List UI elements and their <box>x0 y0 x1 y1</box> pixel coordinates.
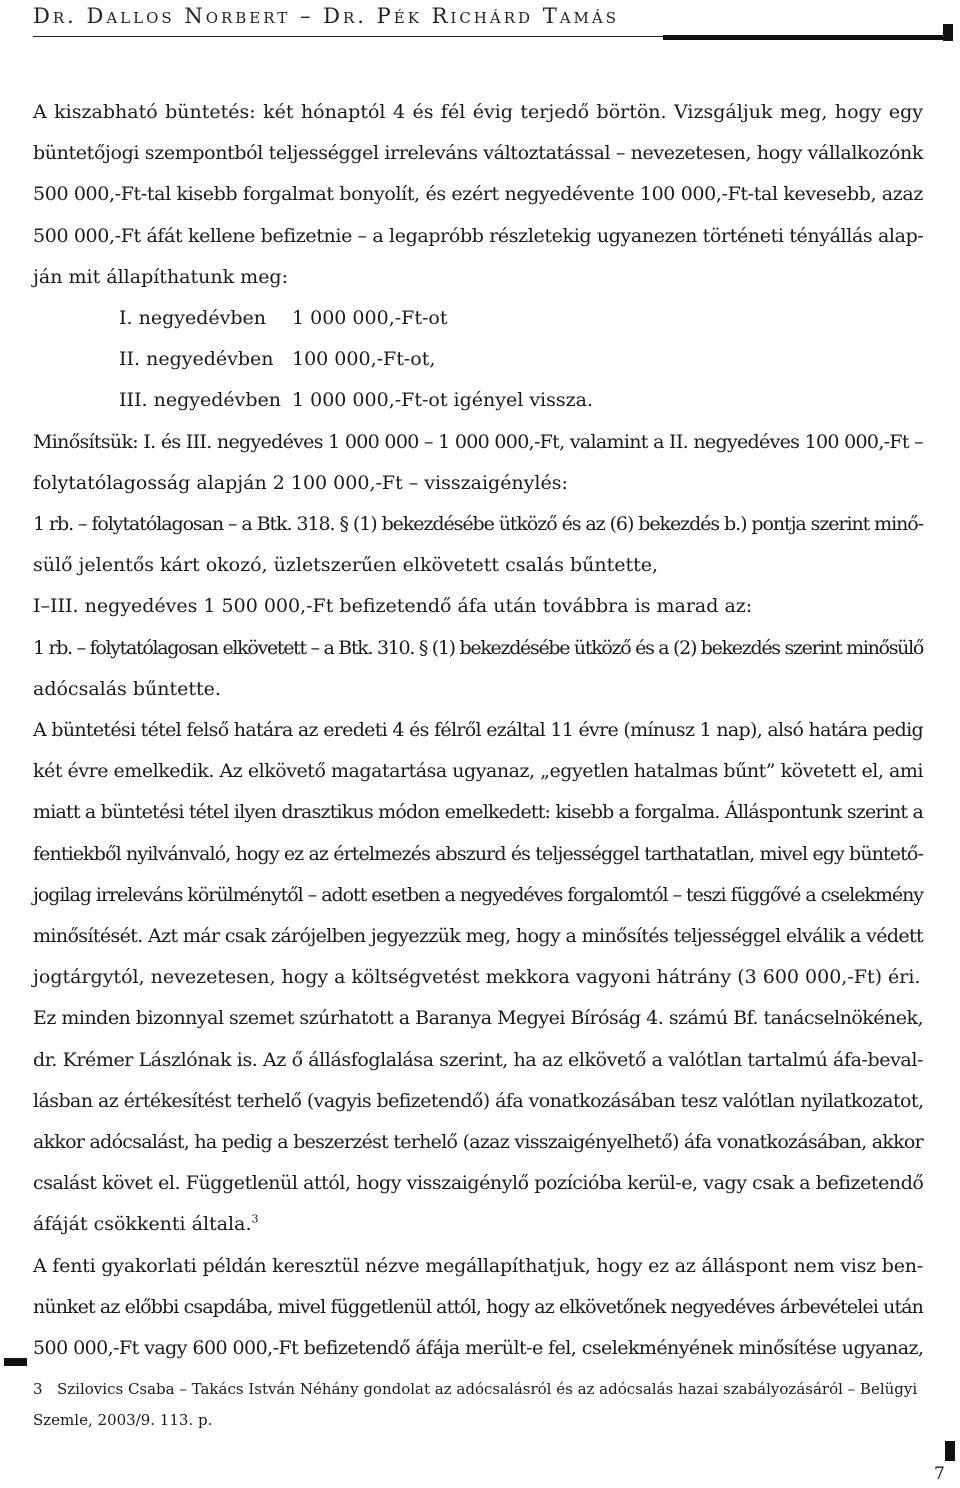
text-line: csalást követ el. Függetlenül attól, hogy visszaigénylő pozícióba kerül-e, vagy csak a befizetendő <box>33 1172 924 1195</box>
text-line: lásban az értékesítést terhelő (vagyis befizetendő) áfa vonatkozásában tesz valótlan nyilatkozatot, <box>33 1089 924 1112</box>
text-line: dr. Krémer Lászlónak is. Az ő állásfoglalása szerint, ha az elkövető a valótlan tartalmú áfa-beval- <box>33 1048 923 1071</box>
text-line: fentiekből nyilvánvaló, hogy ez az értelmezés abszurd és teljességgel tarthatatlan, mivel egy büntető- <box>33 842 923 865</box>
text-line: A büntetési tétel felső határa az eredeti 4 és félről ezáltal 11 évre (mínusz 1 nap), alsó határa pedig <box>33 719 923 742</box>
running-header: Dr. Dallos Norbert – Dr. Pék Richárd Tamás <box>33 4 620 28</box>
text-line: A fenti gyakorlati példán keresztül nézve megállapíthatjuk, hogy ez az álláspont nem visz ben- <box>33 1254 924 1277</box>
footnote <box>33 1374 923 1436</box>
qualification-line: sülő jelentős kárt okozó, üzletszerűen elkövetett csalás bűntette, <box>33 554 659 577</box>
text-line: jogtárgytól, nevezetesen, hogy a költségvetést mekkora vagyoni hátrány (3 600 000,-Ft) éri. <box>33 966 921 989</box>
header-tick <box>943 24 953 41</box>
qualification-line: 1 rb. – folytatólagosan – a Btk. 318. § (1) bekezdésébe ütköző és az (6) bekezdés b.) pontja szerint minő- <box>33 513 923 536</box>
text-line: minősítését. Azt már csak zárójelben jegyezzük meg, hogy a minősítés teljességgel elválik a védett <box>33 925 923 948</box>
list-value: 1 000 000,-Ft-ot igényel vissza. <box>292 389 594 412</box>
list-item <box>33 380 923 421</box>
text-line: büntetőjogi szempontból teljességgel irreleváns változtatással – nevezetesen, hogy vállalkozónk <box>33 142 923 165</box>
list-value: 1 000 000,-Ft-ot <box>292 307 448 330</box>
list-label: II. negyedévben <box>119 348 274 371</box>
footnote-line <box>33 1374 923 1405</box>
footnote-number: 3 <box>33 1380 43 1398</box>
qualification-line: 1 rb. – folytatólagosan elkövetett – a Btk. 310. § (1) bekezdésébe ütköző és a (2) bekezdés szerint minősülő <box>33 636 924 659</box>
text-line: 500 000,-Ft-tal kisebb forgalmat bonyolít, és ezért negyedévente 100 000,-Ft-tal kevesebb, azaz <box>33 183 923 206</box>
footnote-line: Szemle, 2003/9. 113. p. <box>33 1411 213 1429</box>
page-number-bar <box>945 1441 955 1461</box>
footnote-text: Szilovics Csaba – Takács István Néhány gondolat az adócsalásról és az adócsalás hazai szabályozásáról – Belügyi <box>57 1380 918 1398</box>
text-line: jogilag irreleváns körülménytől – adott esetben a negyedéves forgalomtól – teszi függővé a cselekmény <box>33 883 923 906</box>
text-line: 500 000,-Ft vagy 600 000,-Ft befizetendő áfája merült-e fel, cselekményének minősítése ugyanaz, <box>33 1337 924 1360</box>
text-line: I–III. negyedéves 1 500 000,-Ft befizetendő áfa után továbbra is marad az: <box>33 595 753 618</box>
text-line: nünket az előbbi csapdába, mivel függetlenül attól, hogy az elkövetőnek negyedéves árbevételei után <box>33 1295 923 1318</box>
text-line: akkor adócsalást, ha pedig a beszerzést terhelő (azaz visszaigényelhető) áfa vonatkozásában, akkor <box>33 1131 923 1154</box>
footnote-reference[interactable]: 3 <box>251 1213 259 1227</box>
text-line: Minősítsük: I. és III. negyedéves 1 000 000 – 1 000 000,-Ft, valamint a II. negyedéves 100 000,-Ft – <box>33 430 923 453</box>
body-text <box>33 92 923 1369</box>
list-item <box>33 339 923 380</box>
text-line: folytatólagosság alapján 2 100 000,-Ft – visszaigénylés: <box>33 471 568 494</box>
footnote-marker-bar <box>4 1358 27 1366</box>
text-line: A kiszabható büntetés: két hónaptól 4 és fél évig terjedő börtön. Vizsgáljuk meg, hogy egy <box>33 101 923 123</box>
text-line: Ez minden bizonnyal szemet szúrhatott a Baranya Megyei Bíróság 4. számú Bf. tanácselnökének, <box>33 1007 923 1030</box>
text-line: miatt a büntetési tétel ilyen drasztikus módon emelkedett: kisebb a forgalma. Álláspontunk szerint a <box>33 801 923 824</box>
text-line <box>33 1204 923 1245</box>
list-item <box>33 298 923 339</box>
header-rule <box>33 36 663 37</box>
header-bar <box>663 35 943 40</box>
text-line: ján mit állapíthatunk meg: <box>33 265 288 288</box>
page-number: 7 <box>934 1464 945 1484</box>
text-line: 500 000,-Ft áfát kellene befizetnie – a legapróbb részletekig ugyanezen történeti tényállás alap- <box>33 224 924 247</box>
qualification-line: adócsalás bűntette. <box>33 677 221 700</box>
list-value: 100 000,-Ft-ot, <box>292 348 436 371</box>
list-label: III. negyedévben <box>119 389 282 412</box>
list-label: I. negyedévben <box>119 307 266 330</box>
text-line-content: áfáját csökkenti általa. <box>33 1213 252 1236</box>
text-line: két évre emelkedik. Az elkövető magatartása ugyanaz, „egyetlen hatalmas bűnt” követett el, ami <box>33 760 923 783</box>
